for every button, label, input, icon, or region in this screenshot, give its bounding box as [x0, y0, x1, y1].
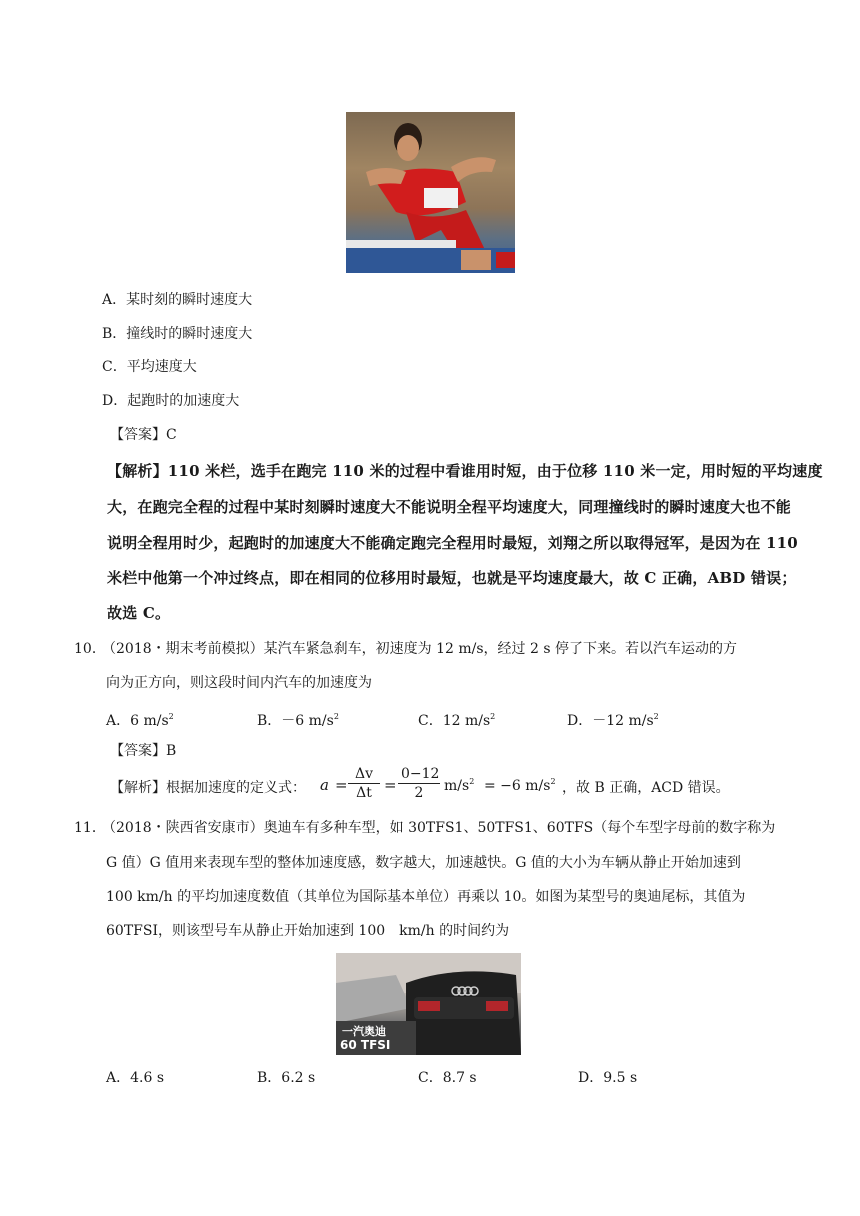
q11-number: 11． — [74, 820, 106, 836]
q11-stem-line: 60TFSI，则该型号车从静止开始加速到 100 km/h 的时间约为 — [106, 923, 510, 939]
q9-option-d: D．起跑时的加速度大 — [102, 393, 240, 409]
q11-stem-line: 100 km/h 的平均加速度数值（其单位为国际基本单位）再乘以 10。如图为某型号的奥迪尾标，其值为 — [106, 889, 746, 905]
q11-option-d: D．9.5 s — [578, 1070, 638, 1086]
q11-option-c: C．8.7 s — [418, 1070, 477, 1086]
q10-option-c: C．12 $m/s^2$ — [418, 712, 496, 729]
fraction-numerator: Δv — [348, 765, 380, 784]
q9-option-a: A．某时刻的瞬时速度大 — [102, 292, 253, 308]
hurdler-illustration — [346, 112, 515, 273]
q9-option-c: C．平均速度大 — [102, 359, 197, 375]
fraction-denominator: 2 — [414, 785, 424, 801]
formula-equals: = — [384, 776, 397, 794]
q9-analysis-line: 【解析】110 米栏，选手在跑完 110 米的过程中看谁用时短，由于位移 110 米一定，用时短的平均速度 — [107, 462, 823, 480]
q10-stem-line: 向为正方向，则这段时间内汽车的加速度为 — [106, 675, 372, 691]
q9-option-b: B．撞线时的瞬时速度大 — [102, 326, 253, 342]
formula-result: = −6 $m/s^2$ — [484, 777, 556, 794]
q10-number: 10． — [74, 641, 106, 657]
q9-analysis-line: 故选 C。 — [107, 604, 171, 622]
formula-fraction-values — [398, 765, 440, 802]
audi-photo — [336, 953, 521, 1055]
q10-option-a: A．6 $m/s^2$ — [106, 712, 174, 729]
q9-analysis-line: 米栏中他第一个冲过终点，即在相同的位移用时最短，也就是平均速度最大，故 C 正确，ABD 错误； — [107, 569, 797, 587]
q11-option-b: B．6.2 s — [257, 1070, 316, 1086]
q10-answer: 【答案】B — [110, 743, 177, 759]
photo-badge: 60 TFSI — [340, 1038, 391, 1052]
fraction-numerator: 0−12 — [398, 765, 440, 784]
formula-fraction-delta — [348, 765, 380, 802]
q10-stem-line: （2018・期末考前模拟）某汽车紧急刹车，初速度为 12 m/s，经过 2 s 停了下来。若以汽车运动的方 — [102, 641, 737, 657]
q11-stem-line: G 值）G 值用来表现车型的整体加速度感，数字越大，加速越快。G 值的大小为车辆从静止开始加速到 — [106, 855, 741, 871]
formula-a: a — [320, 776, 329, 794]
q10-option-d: D．－12 $m/s^2$ — [567, 712, 659, 729]
hurdler-photo — [346, 112, 515, 273]
fraction-denominator: Δt — [356, 785, 372, 801]
q11-stem-line: （2018・陕西省安康市）奥迪车有多种车型，如 30TFS1、50TFS1、60TFS（每个车型字母前的数字称为 — [102, 820, 776, 836]
formula-equals: = — [335, 776, 348, 794]
q10-analysis-prefix: 【解析】根据加速度的定义式： — [110, 780, 306, 796]
q9-analysis-line: 大，在跑完全程的过程中某时刻瞬时速度大不能说明全程平均速度大，同理撞线时的瞬时速度大也不能 — [107, 498, 792, 516]
formula-unit: $m/s^2$ — [444, 777, 475, 794]
q10-analysis-suffix: ，故 B 正确，ACD 错误。 — [562, 780, 730, 796]
q11-option-a: A．4.6 s — [106, 1070, 165, 1086]
photo-caption: 一汽奥迪 — [342, 1025, 386, 1038]
q9-answer: 【答案】C — [110, 427, 177, 443]
q10-option-b: B．－6 $m/s^2$ — [257, 712, 339, 729]
q9-analysis-line: 说明全程用时少，起跑时的加速度大不能确定跑完全程用时最短，刘翔之所以取得冠军，是因为在 110 — [107, 534, 798, 552]
